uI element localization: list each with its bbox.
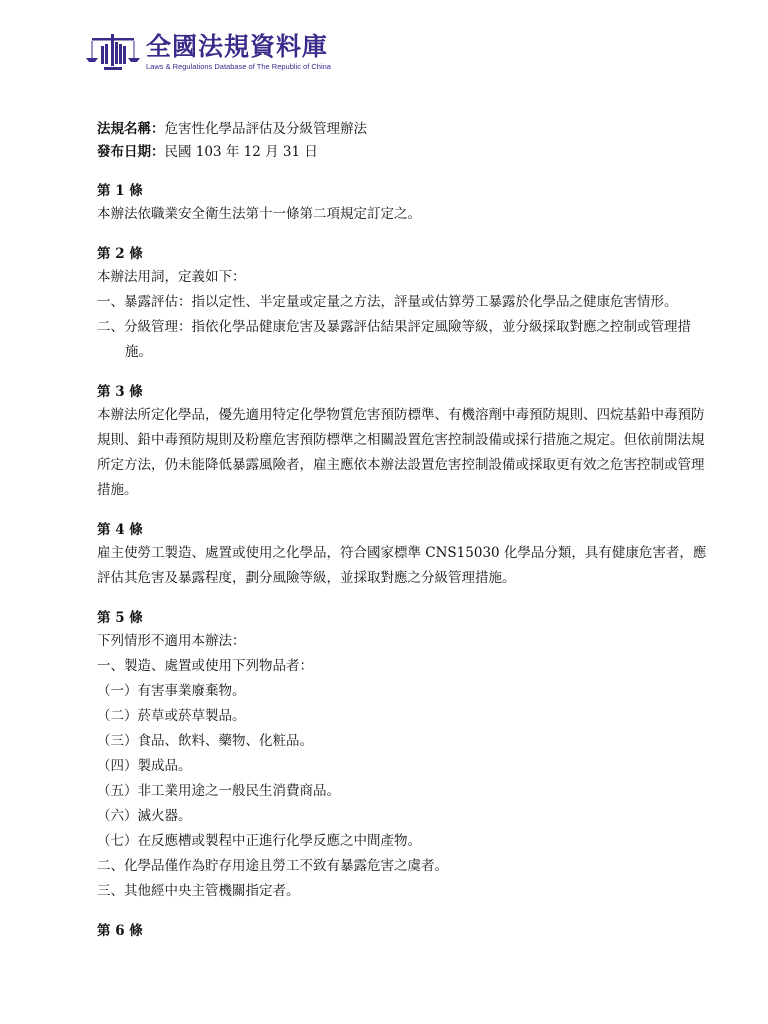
- site-subtitle: Laws & Regulations Database of The Republic of China: [146, 62, 331, 71]
- article-item: 二、化學品僅作為貯存用途且勞工不致有暴露危害之虞者。: [97, 858, 448, 874]
- article-item: （七）在反應槽或製程中正進行化學反應之中間產物。: [97, 833, 421, 849]
- article-1: [97, 180, 707, 227]
- regulation-name-line: [97, 118, 707, 141]
- publish-date-label: 發布日期：: [97, 144, 165, 160]
- article-item: （四）製成品。: [97, 758, 192, 774]
- article-item: （三）食品、飲料、藥物、化粧品。: [97, 733, 313, 749]
- publish-date-value: 民國 103 年 12 月 31 日: [164, 144, 318, 160]
- article-item: 二、分級管理：指依化學品健康危害及暴露評估結果評定風險等級，並分級採取對應之控制或管理措施。: [97, 319, 691, 360]
- article-item: （二）菸草或菸草製品。: [97, 708, 246, 724]
- article-title: 第 2 條: [97, 246, 143, 262]
- regulation-name-value: 危害性化學品評估及分級管理辦法: [164, 121, 367, 137]
- regulation-name-label: 法規名稱：: [97, 121, 165, 137]
- article-3: [97, 381, 707, 503]
- article-title: 第 5 條: [97, 610, 143, 626]
- article-title: 第 3 條: [97, 384, 143, 400]
- article-paragraph: 一、製造、處置或使用下列物品者：: [97, 658, 313, 674]
- site-header: [84, 30, 331, 74]
- article-4: [97, 519, 707, 591]
- article-paragraph: 雇主使勞工製造、處置或使用之化學品，符合國家標準 CNS15030 化學品分類，具有健康危害者，應評估其危害及暴露程度，劃分風險等級，並採取對應之分級管理措施。: [97, 545, 707, 586]
- article-item: （六）滅火器。: [97, 808, 192, 824]
- article-item: 一、暴露評估：指以定性、半定量或定量之方法，評量或估算勞工暴露於化學品之健康危害情形。: [97, 294, 678, 310]
- article-title: 第 1 條: [97, 183, 143, 199]
- article-item: （五）非工業用途之一般民生消費商品。: [97, 783, 340, 799]
- article-6: [97, 920, 707, 942]
- article-5: [97, 607, 707, 904]
- article-paragraph: 下列情形不適用本辦法：: [97, 633, 246, 649]
- article-paragraph: 本辦法依職業安全衛生法第十一條第二項規定訂定之。: [97, 206, 421, 222]
- article-item: （一）有害事業廢棄物。: [97, 683, 246, 699]
- regulation-document: [97, 118, 707, 942]
- article-item: 三、其他經中央主管機關指定者。: [97, 883, 300, 899]
- article-paragraph: 本辦法所定化學品，優先適用特定化學物質危害預防標準、有機溶劑中毒預防規則、四烷基鉛中毒預防規則、鉛中毒預防規則及粉塵危害預防標準之相關設置危害控制設備或採行措施之規定。但依前開法規所定方法，仍未能降低暴露風險者，雇主應依本辦法設置危害控制設備或採取更有效之危害控制或管理措施。: [97, 407, 705, 498]
- site-title: 全國法規資料庫: [146, 32, 329, 61]
- publish-date-line: [97, 141, 707, 164]
- article-title: 第 6 條: [97, 923, 143, 939]
- scales-of-justice-logo-icon: [84, 32, 142, 72]
- article-2: [97, 243, 707, 365]
- article-paragraph: 本辦法用詞，定義如下：: [97, 269, 246, 285]
- article-title: 第 4 條: [97, 522, 143, 538]
